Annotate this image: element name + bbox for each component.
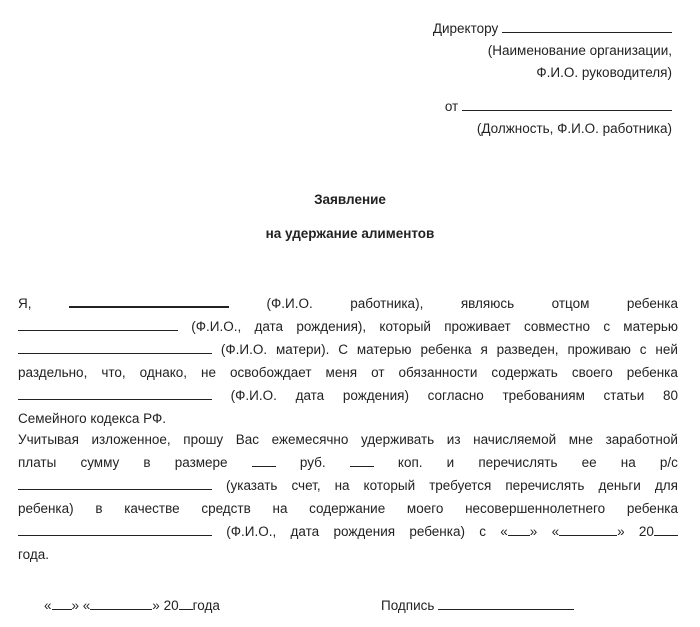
- signature-line: [381, 598, 574, 613]
- word: (указать: [226, 478, 278, 493]
- document-subtitle: на удержание алиментов: [265, 226, 435, 241]
- quote-close: »: [617, 524, 625, 539]
- p2-line-2: [18, 451, 678, 474]
- kopecks-blank[interactable]: [350, 466, 374, 467]
- word: матерью: [623, 319, 678, 334]
- mother-fio-blank[interactable]: [18, 353, 212, 354]
- word: ребенка: [626, 501, 678, 516]
- word: размере: [174, 455, 228, 470]
- word: рождения),: [296, 319, 367, 334]
- date-year-blank[interactable]: [179, 609, 193, 610]
- word: дата: [290, 524, 320, 539]
- word: руб.: [299, 455, 326, 470]
- word: матерью: [356, 342, 412, 357]
- word: платы: [18, 455, 57, 470]
- head-name-hint: Ф.И.О. руководителя): [536, 65, 672, 80]
- year-prefix: 20: [163, 598, 179, 613]
- word: С: [338, 342, 348, 357]
- addressee-block: [433, 18, 672, 84]
- word: на: [334, 478, 350, 493]
- quote-open: «: [551, 524, 560, 539]
- word: изложенное,: [91, 432, 171, 447]
- org-name-hint: (Наименование организации,: [487, 43, 672, 58]
- p1-line-2: [18, 315, 678, 338]
- word: на: [620, 455, 636, 470]
- word: перечислять: [505, 478, 585, 493]
- paragraph-1: [18, 292, 678, 430]
- start-month-blank[interactable]: [559, 535, 617, 536]
- signature-label: Подпись: [381, 598, 435, 613]
- employee-fio-blank[interactable]: [69, 306, 229, 308]
- year-prefix: 20: [638, 524, 654, 539]
- word: который: [379, 319, 431, 334]
- word: счет,: [291, 478, 321, 493]
- director-label: Директору: [432, 21, 499, 36]
- p2-line-1: [18, 428, 678, 451]
- signature-blank[interactable]: [438, 609, 574, 610]
- word: отцом: [551, 296, 590, 311]
- quote-close: »: [152, 598, 160, 613]
- quote-close: »: [529, 524, 538, 539]
- word: согласно: [427, 388, 484, 403]
- word: ней: [655, 342, 678, 357]
- p2-line-6: года.: [18, 547, 49, 562]
- date-line: [44, 598, 220, 613]
- word: требуется: [429, 478, 492, 493]
- year-word: года: [192, 598, 220, 613]
- word: статьи: [603, 388, 645, 403]
- word: на: [272, 501, 288, 516]
- word: Вас: [235, 432, 260, 447]
- start-year-blank[interactable]: [654, 535, 678, 536]
- word: ее: [581, 455, 597, 470]
- word: коп.: [397, 455, 423, 470]
- word: дата: [295, 388, 325, 403]
- rubles-blank[interactable]: [252, 466, 276, 467]
- word: (Ф.И.О.: [230, 388, 277, 403]
- p2-line-5: [18, 520, 678, 543]
- word: совместно: [523, 319, 591, 334]
- word: (Ф.И.О.: [220, 342, 268, 357]
- word: содержать: [491, 365, 558, 380]
- word: рождения: [333, 524, 396, 539]
- employee-name-blank[interactable]: [462, 110, 672, 111]
- account-blank[interactable]: [18, 489, 212, 490]
- date-month-blank[interactable]: [90, 609, 152, 610]
- quote-open: «: [500, 524, 508, 539]
- quote-open: «: [44, 598, 52, 613]
- word: работника),: [350, 296, 424, 311]
- sender-block: [445, 96, 672, 140]
- start-day-blank[interactable]: [508, 535, 530, 536]
- word: ребенка): [409, 524, 465, 539]
- word: с: [479, 524, 486, 539]
- p1-line-1: [18, 292, 678, 315]
- employee-hint: (Должность, Ф.И.О. работника): [476, 121, 672, 136]
- p1-line-3: [18, 338, 678, 361]
- word: прошу: [183, 432, 224, 447]
- word: мне: [568, 432, 593, 447]
- word: с: [603, 319, 611, 334]
- word: меня: [325, 365, 358, 380]
- word: 80: [662, 388, 678, 403]
- word: своего: [571, 365, 613, 380]
- word: средств: [201, 501, 251, 516]
- word: Я,: [18, 296, 32, 311]
- word: содержание: [309, 501, 386, 516]
- word: заработной: [605, 432, 678, 447]
- from-label: от: [444, 99, 459, 114]
- word: и: [446, 455, 455, 470]
- word: (Ф.И.О.,: [226, 524, 277, 539]
- word: от: [371, 365, 385, 380]
- word: матери).: [276, 342, 330, 357]
- word: освобождает: [230, 365, 312, 380]
- word: моего: [406, 501, 444, 516]
- word: что,: [101, 365, 126, 380]
- word: с: [639, 342, 647, 357]
- word: разведен,: [496, 342, 559, 357]
- word: ребенка: [420, 342, 472, 357]
- director-name-blank[interactable]: [502, 32, 672, 33]
- p1-line-6: Семейного кодекса РФ.: [18, 411, 167, 426]
- word: рождения): [342, 388, 409, 403]
- word: проживаю: [567, 342, 631, 357]
- word: дата: [254, 319, 284, 334]
- word: деньги: [598, 478, 641, 493]
- word: удерживать: [360, 432, 435, 447]
- word: ребенка: [626, 296, 678, 311]
- word: ребенка: [626, 365, 678, 380]
- word: несовершеннолетнего: [465, 501, 606, 516]
- word: качестве: [124, 501, 180, 516]
- child-fio-blank-2[interactable]: [18, 399, 212, 400]
- child-fio-blank-3[interactable]: [18, 535, 212, 536]
- word: для: [654, 478, 678, 493]
- word: сумму: [80, 455, 120, 470]
- word: который: [363, 478, 416, 493]
- paragraph-2: [18, 428, 678, 566]
- word: (Ф.И.О.,: [191, 319, 242, 334]
- word: требованиям: [502, 388, 585, 403]
- word: перечислять: [478, 455, 558, 470]
- word: р/с: [659, 455, 678, 470]
- p1-line-4: [18, 361, 678, 384]
- word: ребенка): [18, 501, 74, 516]
- word: проживает: [444, 319, 511, 334]
- word: не: [201, 365, 216, 380]
- word: в: [143, 455, 151, 470]
- word: обязанности: [398, 365, 478, 380]
- document-title: Заявление: [314, 192, 386, 207]
- word: Учитывая: [18, 432, 79, 447]
- quote-mid: » «: [71, 598, 91, 613]
- date-day-blank[interactable]: [52, 609, 72, 610]
- p2-line-3: [18, 474, 678, 497]
- word: из: [446, 432, 461, 447]
- word: в: [95, 501, 103, 516]
- p1-line-5: [18, 384, 678, 407]
- word: я: [480, 342, 488, 357]
- word: ежемесячно: [271, 432, 349, 447]
- word: являюсь: [460, 296, 515, 311]
- word: однако,: [139, 365, 188, 380]
- p2-line-4: [18, 497, 678, 520]
- word: начисляемой: [473, 432, 557, 447]
- word: (Ф.И.О.: [266, 296, 313, 311]
- word: раздельно,: [18, 365, 88, 380]
- child-fio-blank[interactable]: [18, 330, 178, 331]
